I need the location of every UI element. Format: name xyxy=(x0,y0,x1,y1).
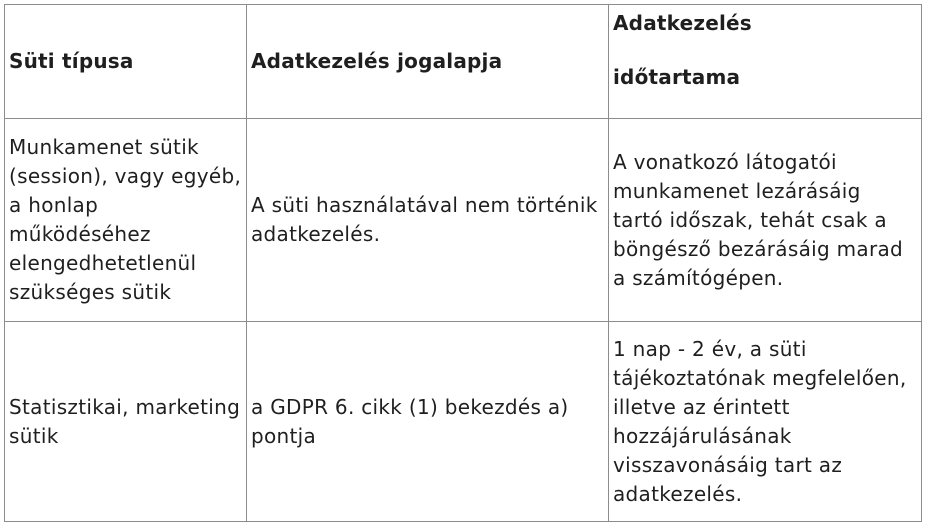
cell-cookie-type: Munkamenet sütik (session), vagy egyéb, a honlap működéséhez elengedhetetlenül szükséges sütik xyxy=(5,119,247,322)
table-row xyxy=(5,322,922,522)
header-duration xyxy=(609,5,922,119)
table-header-row xyxy=(5,5,922,119)
header-cookie-type: Süti típusa xyxy=(5,5,247,119)
header-legal-basis: Adatkezelés jogalapja xyxy=(247,5,609,119)
cell-duration: A vonatkozó látogatói munkamenet lezárásáig tartó időszak, tehát csak a böngésző bezárásáig marad a számítógépen. xyxy=(609,119,922,322)
cell-legal-basis: A süti használatával nem történik adatkezelés. xyxy=(247,119,609,322)
cookie-table xyxy=(4,4,922,522)
header-duration-line1: Adatkezelés xyxy=(613,11,752,35)
table-row xyxy=(5,119,922,322)
cell-legal-basis: a GDPR 6. cikk (1) bekezdés a) pontja xyxy=(247,322,609,522)
cell-duration: 1 nap - 2 év, a süti tájékoztatónak megfelelően, illetve az érintett hozzájárulásának visszavonásáig tart az adatkezelés. xyxy=(609,322,922,522)
cell-cookie-type: Statisztikai, marketing sütik xyxy=(5,322,247,522)
header-duration-line2: időtartama xyxy=(613,65,741,89)
